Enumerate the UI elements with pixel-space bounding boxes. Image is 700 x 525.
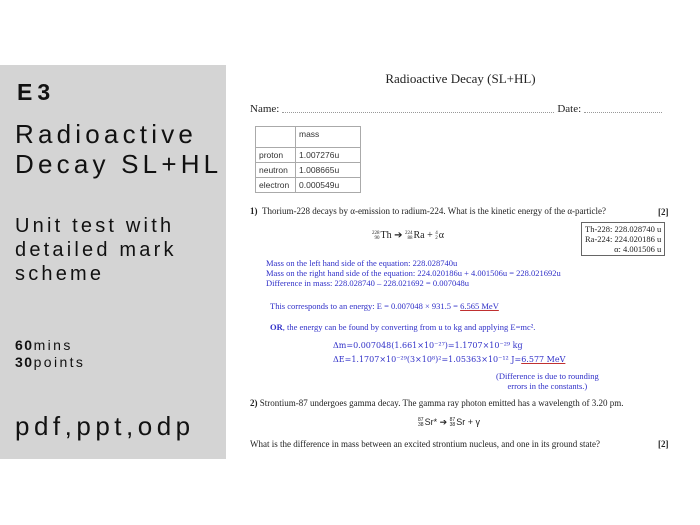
parent-symbol: Th [380, 230, 392, 241]
points-unit: points [33, 354, 86, 370]
plus-sign: + [467, 417, 473, 427]
answer-mass-lhs: Mass on the left hand side of the equation: 228.028740u [266, 258, 458, 268]
mass-number: 87 [418, 416, 424, 423]
note-line: (Difference is due to rounding [496, 371, 599, 381]
question-number: 1) [250, 206, 258, 216]
cover-description [15, 214, 177, 286]
description-line: detailed mark [15, 239, 177, 261]
note-line: errors in the constants.) [507, 381, 588, 391]
date-label: Date: [557, 103, 582, 115]
question-text: Strontium-87 undergoes gamma decay. The gamma ray photon emitted has a wavelength of 3.20 pm. [257, 398, 624, 408]
duration [15, 337, 85, 354]
name-label: Name: [250, 103, 280, 115]
atomic-number: 38 [418, 421, 424, 428]
question-2 [250, 398, 624, 408]
name-field[interactable] [282, 103, 554, 113]
cover-panel [0, 65, 226, 459]
gamma-decay-equation [418, 417, 480, 428]
cover-title-line: Radioactive [15, 119, 198, 149]
mass-number: 87 [449, 416, 456, 423]
answer-mass-difference: Difference in mass: 228.028740 – 228.021692 = 0.007048u [266, 278, 469, 288]
rounding-note [496, 371, 599, 391]
energy-result: 6.565 MeV [460, 301, 499, 311]
energy-working: This corresponds to an energy: E = 0.007048 × 931.5 = [270, 301, 461, 311]
description-line: Unit test with [15, 215, 175, 237]
cover-title [15, 119, 222, 179]
nuclide-numbers [418, 418, 424, 428]
points-value: 30 [15, 354, 34, 370]
gamma-symbol: γ [475, 417, 481, 427]
table-header-row [256, 127, 361, 148]
alternative-text: , the energy can be found by converting from u to kg and applying E=mc². [282, 322, 536, 332]
constant-line: Ra-224: 224.020186 u [585, 234, 662, 244]
particle-mass: 1.007276u [296, 148, 361, 163]
delta-e-working: ΔE=1.1707×10⁻²⁹(3×10⁸)²=1.05363×10⁻¹² J= [333, 355, 522, 364]
constants-box [581, 222, 665, 256]
arrow-icon: ➔ [394, 230, 403, 241]
particle-mass-table [255, 126, 361, 193]
answer-alternative [270, 322, 535, 332]
points [15, 354, 85, 371]
answer-delta-e [333, 355, 565, 365]
particle-mass: 1.008665u [296, 163, 361, 178]
mass-number: 4 [435, 230, 438, 236]
table-header-cell [256, 127, 296, 148]
duration-unit: mins [33, 337, 73, 353]
question-number: 2) [250, 398, 258, 408]
delta-e-result: 6.577 MeV [521, 355, 566, 364]
or-label: OR [270, 322, 283, 332]
atomic-number: 90 [374, 235, 380, 241]
worksheet-page [228, 60, 688, 460]
mass-number: 224 [405, 230, 413, 236]
table-row [256, 163, 361, 178]
table-row [256, 148, 361, 163]
question-text: Thorium-228 decays by α-emission to radium-224. What is the kinetic energy of the α-particle? [262, 206, 607, 216]
daughter-symbol: Sr [456, 417, 466, 427]
nuclide-numbers [405, 231, 413, 241]
name-date-row [250, 103, 670, 115]
table-header-cell: mass [296, 127, 361, 148]
nuclide-numbers [450, 418, 456, 428]
plus-sign: + [427, 230, 433, 241]
file-formats: pdf,ppt,odp [15, 411, 195, 441]
alpha-decay-equation [372, 230, 444, 241]
answer-energy [270, 301, 499, 311]
answer-mass-rhs: Mass on the right hand side of the equation: 224.020186u + 4.001506u = 228.021692u [266, 268, 561, 278]
unit-code: E3 [17, 79, 56, 105]
arrow-icon: ➔ [439, 417, 448, 427]
date-field[interactable] [584, 103, 662, 113]
particle-symbol: α [438, 230, 444, 241]
description-line: scheme [15, 263, 105, 285]
answer-delta-m: Δm=0.007048(1.661×10⁻²⁷)=1.1707×10⁻²⁹ kg [333, 341, 523, 350]
question-1 [250, 206, 606, 216]
cover-title-line: Decay SL+HL [15, 149, 223, 179]
question-2-marks: [2] [658, 439, 669, 449]
atomic-number: 2 [435, 235, 438, 241]
worksheet-title: Radioactive Decay (SL+HL) [385, 71, 536, 86]
mass-number: 228 [372, 230, 380, 236]
table-row [256, 178, 361, 193]
particle-name: neutron [256, 163, 296, 178]
question-2-prompt: What is the difference in mass between an excited strontium nucleus, and one in its ground state? [250, 439, 600, 449]
particle-name: proton [256, 148, 296, 163]
constant-line: Th-228: 228.028740 u [585, 224, 662, 234]
parent-symbol: Sr* [424, 417, 438, 427]
atomic-number: 38 [449, 421, 456, 428]
particle-mass: 0.000549u [296, 178, 361, 193]
particle-name: electron [256, 178, 296, 193]
duration-value: 60 [15, 337, 34, 353]
atomic-number: 88 [407, 235, 413, 241]
nuclide-numbers [435, 231, 438, 241]
daughter-symbol: Ra [413, 230, 425, 241]
nuclide-numbers [372, 231, 380, 241]
constant-line: α: 4.001506 u [614, 244, 662, 254]
question-1-marks: [2] [658, 207, 669, 217]
cover-meta [15, 337, 85, 371]
